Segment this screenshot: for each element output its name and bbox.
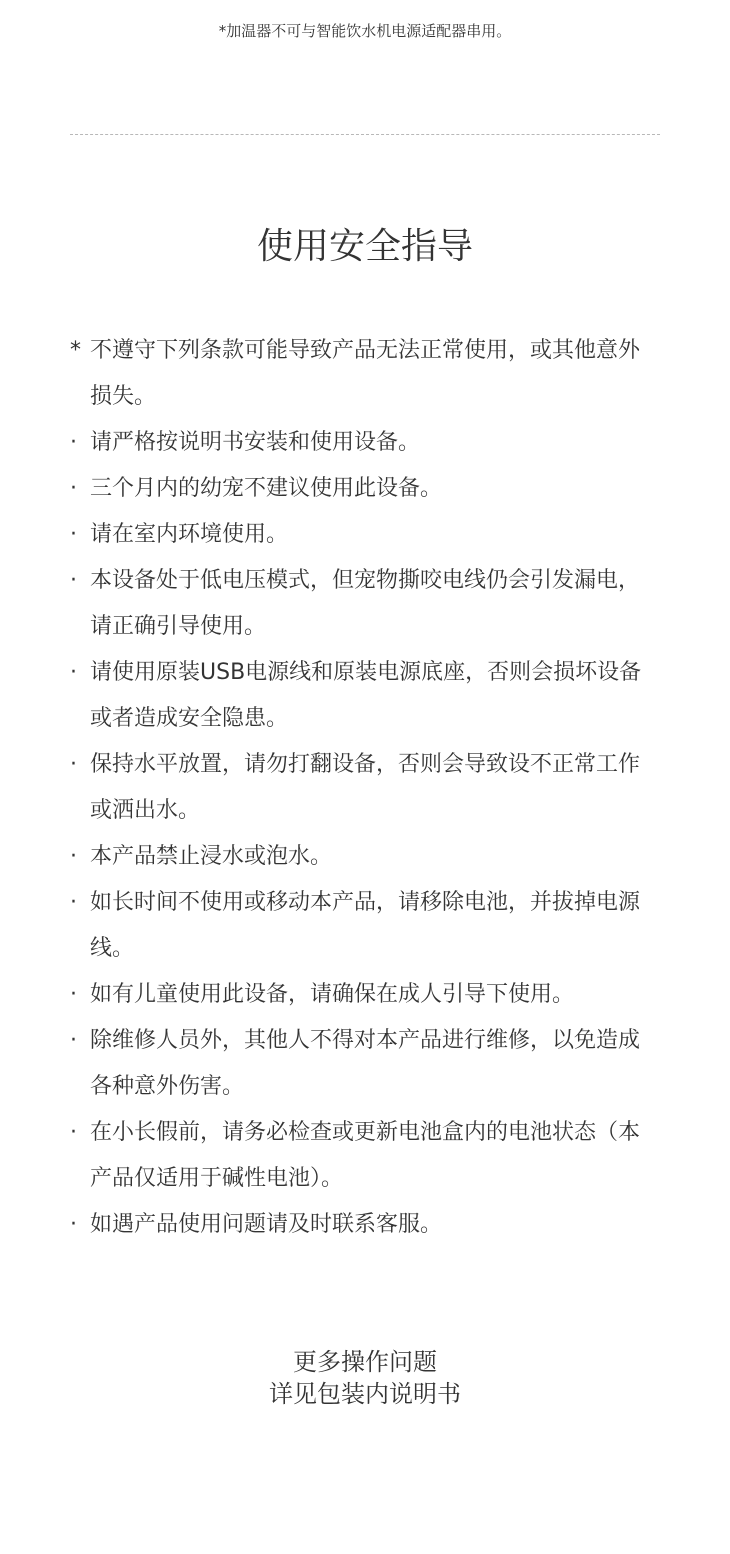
- safety-rule: [70, 834, 660, 880]
- bullet-marker: ·: [70, 568, 77, 593]
- dashed-divider: [70, 134, 660, 135]
- bullet-marker: ·: [70, 1028, 77, 1053]
- safety-rule: [70, 512, 660, 558]
- bullet-marker: ·: [70, 1120, 77, 1145]
- safety-rule-text: 除维修人员外，其他人不得对本产品进行维修，以免造成各种意外伤害。: [90, 1028, 641, 1099]
- safety-rule: [70, 1202, 660, 1248]
- safety-rule-text: 请严格按说明书安装和使用设备。: [90, 430, 421, 455]
- bullet-marker: ·: [70, 476, 77, 501]
- page-title: 使用安全指导: [256, 226, 473, 267]
- safety-rule: [70, 742, 660, 834]
- safety-rule-text: 请使用原装USB电源线和原装电源底座，否则会损坏设备或者造成安全隐患。: [90, 660, 642, 731]
- safety-rule-text: 保持水平放置，请勿打翻设备，否则会导致设不正常工作或洒出水。: [90, 752, 641, 823]
- bullet-marker: ·: [70, 844, 77, 869]
- bullet-marker: ·: [70, 890, 77, 915]
- safety-rule-text: 本设备处于低电压模式，但宠物撕咬电线仍会引发漏电，请正确引导使用。: [90, 568, 641, 639]
- bullet-marker: ·: [70, 430, 77, 455]
- safety-rule: [70, 420, 660, 466]
- footer-line-more-questions: 更多操作问题: [293, 1348, 437, 1376]
- asterisk-marker: *: [70, 338, 81, 363]
- safety-rule: [70, 1018, 660, 1110]
- safety-rule: [70, 972, 660, 1018]
- safety-rule-text: 不遵守下列条款可能导致产品无法正常使用，或其他意外损失。: [90, 338, 641, 409]
- safety-rule-text: 请在室内环境使用。: [90, 522, 289, 547]
- safety-rule-text: 在小长假前，请务必检查或更新电池盒内的电池状态（本产品仅适用于碱性电池）。: [90, 1120, 641, 1191]
- safety-rules-list: [70, 328, 660, 1248]
- safety-rule: [70, 880, 660, 972]
- safety-rule-text: 如遇产品使用问题请及时联系客服。: [90, 1212, 443, 1237]
- bullet-marker: ·: [70, 522, 77, 547]
- bullet-marker: ·: [70, 660, 77, 685]
- safety-rule: [70, 328, 660, 420]
- safety-rule: [70, 650, 660, 742]
- adapter-warning-note: *加温器不可与智能饮水机电源适配器串用。: [218, 22, 512, 40]
- safety-rule: [70, 558, 660, 650]
- safety-rule-text: 如长时间不使用或移动本产品，请移除电池，并拔掉电源线。: [90, 890, 641, 961]
- bullet-marker: ·: [70, 752, 77, 777]
- safety-rule-text: 如有儿童使用此设备，请确保在成人引导下使用。: [90, 982, 575, 1007]
- safety-rule: [70, 466, 660, 512]
- safety-rule-text: 三个月内的幼宠不建议使用此设备。: [90, 476, 443, 501]
- safety-rule: [70, 1110, 660, 1202]
- footer-note: [0, 1346, 730, 1410]
- footer-line-see-manual: 详见包装内说明书: [269, 1380, 461, 1408]
- bullet-marker: ·: [70, 982, 77, 1007]
- safety-rule-text: 本产品禁止浸水或泡水。: [90, 844, 333, 869]
- bullet-marker: ·: [70, 1212, 77, 1237]
